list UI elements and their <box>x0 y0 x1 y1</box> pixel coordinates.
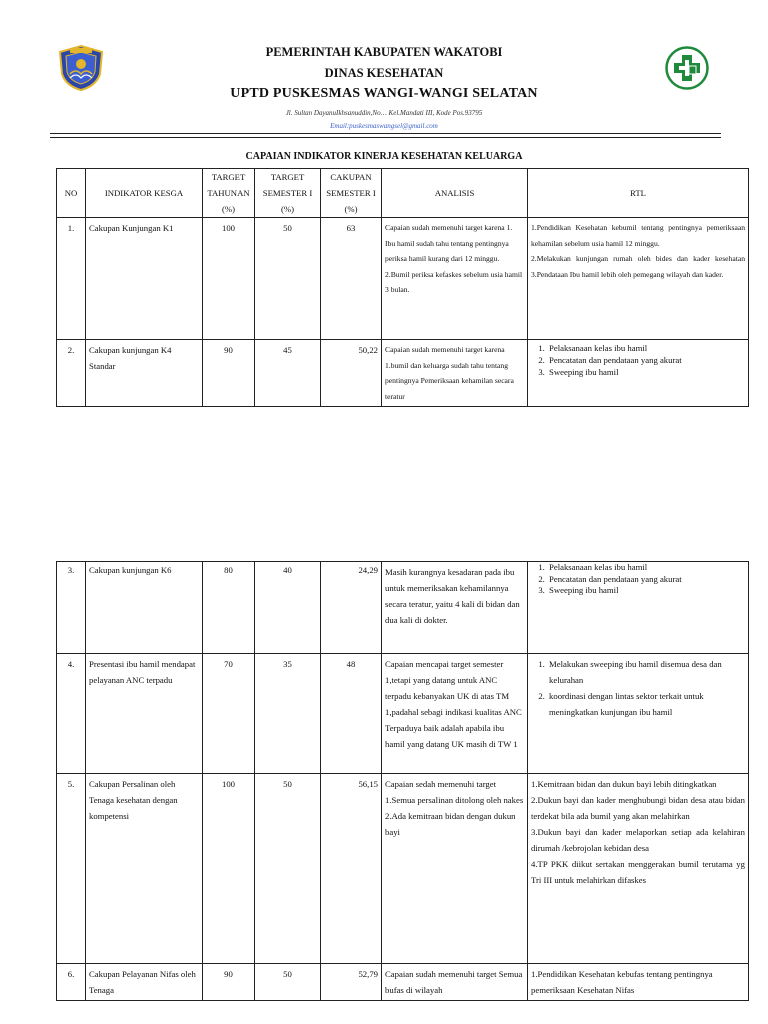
row-no: 5. <box>57 774 86 964</box>
row-no: 6. <box>57 964 86 1001</box>
rtl-item: 1. Pelaksanaan kelas ibu hamil <box>547 342 745 354</box>
header-no: NO <box>57 169 86 218</box>
row-indikator: Cakupan kunjungan K4 Standar <box>86 340 203 407</box>
row-target-semester: 50 <box>255 964 321 1001</box>
table-row <box>57 774 749 964</box>
row-indikator: Cakupan Kunjungan K1 <box>86 218 203 340</box>
row-analisis: Capaian sudah memenuhi target karena 1. Ibu hamil sudah tahu tentang pentingnya periksa hamil kurang dari 12 minggu. 2.Bumil periksa kefaskes sebelum usia hamil 3 bulan. <box>382 218 528 340</box>
row-cakupan: 48 <box>321 654 382 774</box>
row-target-semester: 40 <box>255 562 321 654</box>
header-divider-thin <box>50 137 721 138</box>
rtl-item: 3. Sweeping ibu hamil <box>547 585 745 597</box>
rtl-item: 2. koordinasi dengan lintas sektor terkait untuk meningkatkan kunjungan ibu hamil <box>547 688 745 720</box>
rtl-item: 3.Dukun bayi dan kader melaporkan setiap ada kelahiran dirumah /kebrojolan kebidan desa <box>531 827 745 853</box>
row-analisis: Capaian sedah memenuhi target 1.Semua persalinan ditolong oleh nakes 2.Ada kemitraan bidan dengan dukun bayi <box>382 774 528 964</box>
row-rtl <box>528 964 749 1001</box>
header-email: Email:puskesmaswangsel@gmail.com <box>330 122 438 130</box>
row-rtl <box>528 218 749 340</box>
row-cakupan: 56,15 <box>321 774 382 964</box>
row-indikator: Cakupan kunjungan K6 <box>86 562 203 654</box>
row-cakupan: 24,29 <box>321 562 382 654</box>
header-rtl: RTL <box>528 169 749 218</box>
row-cakupan: 50,22 <box>321 340 382 407</box>
header-target-tahunan: TARGET TAHUNAN (%) <box>203 169 255 218</box>
header-address: Jl. Sultan DayanuIkhsanuddin,No… Kel.Mandati III, Kode Pos.93795 <box>285 109 483 117</box>
table-row <box>57 340 749 407</box>
row-target-semester: 50 <box>255 218 321 340</box>
row-indikator: Cakupan Persalinan oleh Tenaga kesehatan dengan kompetensi <box>86 774 203 964</box>
rtl-item: 1.Kemitraan bidan dan dukun bayi lebih ditingkatkan <box>531 779 717 789</box>
row-target-tahunan: 80 <box>203 562 255 654</box>
row-indikator: Cakupan Pelayanan Nifas oleh Tenaga <box>86 964 203 1001</box>
document-title: CAPAIAN INDIKATOR KINERJA KESEHATAN KELUARGA <box>245 151 523 162</box>
table-row <box>57 654 749 774</box>
rtl-item: 3. Sweeping ibu hamil <box>547 366 745 378</box>
rtl-item: 1. Melakukan sweeping ibu hamil disemua desa dan kelurahan <box>547 656 745 688</box>
header-institution-line: UPTD PUSKESMAS WANGI-WANGI SELATAN <box>230 86 538 101</box>
table-row <box>57 964 749 1001</box>
row-target-tahunan: 70 <box>203 654 255 774</box>
row-target-semester: 50 <box>255 774 321 964</box>
row-analisis: Capaian mencapai target semester 1,tetapi yang datang untuk ANC terpadu kebanyakan UK di atas TM 1,padahal sebagi indikasi kualitas ANC Terpaduya baik adalah apabila ibu hamil yang datang UK masih di TW 1 <box>382 654 528 774</box>
rtl-item: 2.Dukun bayi dan kader menghubungi bidan desa atau bidan terdekat bila ada bumil yang akan melahirkan <box>531 795 745 821</box>
row-analisis: Masih kurangnya kesadaran pada ibu untuk memeriksakan kehamilannya secara teratur, yaitu 4 kali di bidan dan dua kali di dokter. <box>382 562 528 654</box>
row-target-tahunan: 90 <box>203 340 255 407</box>
row-target-tahunan: 100 <box>203 218 255 340</box>
row-no: 3. <box>57 562 86 654</box>
row-rtl <box>528 654 749 774</box>
row-analisis: Capaian sudah memenuhi target karena 1.bumil dan keluarga sudah tahu tentang pentingnya Pemeriksaan kehamilan secara teratur <box>382 340 528 407</box>
row-rtl <box>528 562 749 654</box>
header-department-line: DINAS KESEHATAN <box>324 66 444 80</box>
indicator-table-part-1 <box>56 168 749 407</box>
header-analisis: ANALISIS <box>382 169 528 218</box>
row-rtl <box>528 774 749 964</box>
rtl-item: 1. Pelaksanaan kelas ibu hamil <box>547 562 745 574</box>
header-target-semester: TARGET SEMESTER I (%) <box>255 169 321 218</box>
row-no: 4. <box>57 654 86 774</box>
row-no: 2. <box>57 340 86 407</box>
rtl-item: 1.Pendidikan Kesehatan kebumil tentang pentingnya pemeriksaan kehamilan sebelum usia hamil 12 minggu. <box>531 223 745 248</box>
table-row <box>57 218 749 340</box>
row-no: 1. <box>57 218 86 340</box>
rtl-item: 1.Pendidikan Kesehatan kebufas tentang pentingnya pemeriksaan Kesehatan Nifas <box>531 969 713 995</box>
table-row <box>57 562 749 654</box>
row-target-semester: 45 <box>255 340 321 407</box>
rtl-item: 2. Pencatatan dan pendataan yang akurat <box>547 354 745 366</box>
header-divider-thick <box>50 133 721 134</box>
row-indikator: Presentasi ibu hamil mendapat pelayanan ANC terpadu <box>86 654 203 774</box>
row-cakupan: 63 <box>321 218 382 340</box>
table-header-row <box>57 169 749 218</box>
indicator-table-part-2 <box>56 561 749 1001</box>
row-cakupan: 52,79 <box>321 964 382 1001</box>
row-target-semester: 35 <box>255 654 321 774</box>
header-indikator: INDIKATOR KESGA <box>86 169 203 218</box>
header-cakupan: CAKUPAN SEMESTER I (%) <box>321 169 382 218</box>
row-target-tahunan: 100 <box>203 774 255 964</box>
header-government-line: PEMERINTAH KABUPATEN WAKATOBI <box>265 45 503 59</box>
rtl-item: 4.TP PKK diikut sertakan menggerakan bumil terutama yg Tri III untuk melahirkan difaskes <box>531 859 745 885</box>
row-rtl <box>528 340 749 407</box>
rtl-item: 2.Melakukan kunjungan rumah oleh bides dan kader kesehatan 3.Pendataan Ibu hamil lebih oleh pemegang wilayah dan kader. <box>531 254 745 279</box>
row-target-tahunan: 90 <box>203 964 255 1001</box>
rtl-item: 2. Pencatatan dan pendataan yang akurat <box>547 574 745 586</box>
row-analisis: Capaian sudah memenuhi target Semua bufas di wilayah <box>382 964 528 1001</box>
